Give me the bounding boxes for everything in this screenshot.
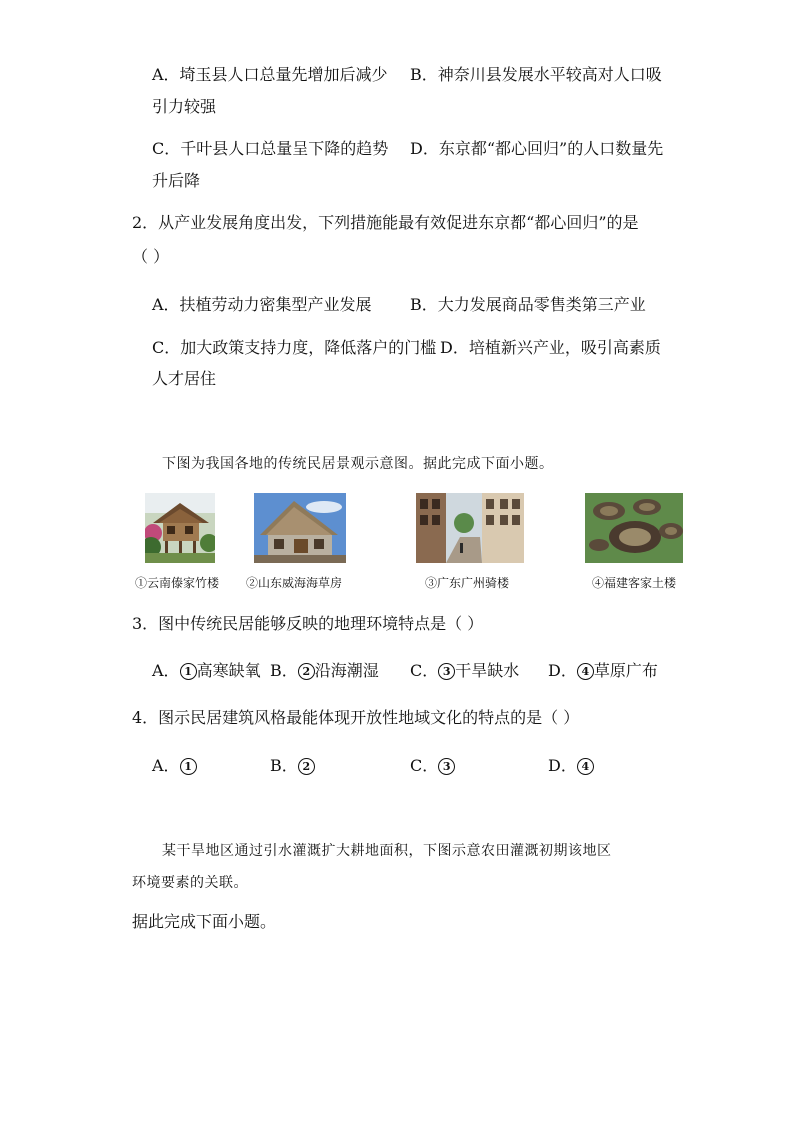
photo-yunnan-bamboo-house bbox=[145, 493, 215, 563]
photo-caption-1: ①云南傣家竹楼 bbox=[135, 576, 220, 590]
photo-caption-4: ④福建客家土楼 bbox=[592, 576, 677, 590]
circled-number-1: 1 bbox=[180, 758, 197, 775]
photo-weihai-seaweed-house bbox=[254, 493, 346, 563]
q2-option-d-continued: 人才居住 bbox=[152, 369, 217, 388]
q4-option-a: A． 1 bbox=[152, 755, 197, 777]
circled-number-4: 4 bbox=[577, 758, 594, 775]
photo-fujian-tulou bbox=[585, 493, 683, 563]
q2-option-b: B．大力发展商品零售类第三产业 bbox=[410, 295, 646, 314]
q2-stem: 2．从产业发展角度出发，下列措施能最有效促进东京都“都心回归”的是 bbox=[132, 213, 639, 232]
circled-number-2: 2 bbox=[298, 758, 315, 775]
q1-option-d-continued: 升后降 bbox=[152, 171, 201, 190]
q3-stem: 3．图中传统民居能够反映的地理环境特点是（ ） bbox=[132, 614, 484, 633]
q4-option-c: C． 3 bbox=[410, 755, 455, 777]
circled-number-3: 3 bbox=[438, 758, 455, 775]
q3-option-a: A． 1 高寒缺氧 bbox=[152, 661, 261, 680]
q1-option-b-continued: 引力较强 bbox=[152, 97, 217, 116]
q4-stem: 4．图示民居建筑风格最能体现开放性地域文化的特点的是（ ） bbox=[132, 708, 580, 727]
photo-guangzhou-arcade-building bbox=[416, 493, 524, 563]
q3-option-d: D． 4 草原广布 bbox=[548, 661, 658, 680]
intro-paragraph-1: 下图为我国各地的传统民居景观示意图。据此完成下面小题。 bbox=[162, 456, 554, 472]
q1-option-a: A．埼玉县人口总量先增加后减少 bbox=[152, 65, 388, 84]
q3-option-b: B． 2 沿海潮湿 bbox=[270, 661, 379, 680]
circled-number-4: 4 bbox=[577, 663, 594, 680]
q2-option-d: D．培植新兴产业，吸引高素质 bbox=[440, 338, 661, 357]
q4-option-d: D． 4 bbox=[548, 755, 594, 777]
q3-option-c: C． 3 干旱缺水 bbox=[410, 661, 520, 680]
q2-option-c: C．加大政策支持力度，降低落户的门槛 bbox=[152, 338, 437, 357]
q2-option-a: A．扶植劳动力密集型产业发展 bbox=[152, 295, 372, 314]
q1-option-b: B．神奈川县发展水平较高对人口吸 bbox=[410, 65, 662, 84]
circled-number-2: 2 bbox=[298, 663, 315, 680]
q1-option-c: C．千叶县人口总量呈下降的趋势 bbox=[152, 139, 389, 158]
intro-paragraph-2-line-2: 环境要素的关联。 bbox=[132, 875, 248, 891]
photo-caption-2: ②山东威海海草房 bbox=[246, 576, 343, 590]
intro-paragraph-2-line-3: 据此完成下面小题。 bbox=[132, 912, 277, 931]
q1-option-d: D．东京都“都心回归”的人口数量先 bbox=[410, 139, 664, 158]
photo-caption-3: ③广东广州骑楼 bbox=[425, 576, 510, 590]
circled-number-3: 3 bbox=[438, 663, 455, 680]
q4-option-b: B． 2 bbox=[270, 755, 315, 777]
intro-paragraph-2-line-1: 某干旱地区通过引水灌溉扩大耕地面积，下图示意农田灌溉初期该地区 bbox=[162, 843, 612, 859]
circled-number-1: 1 bbox=[180, 663, 197, 680]
q2-answer-paren: （ ） bbox=[132, 247, 170, 266]
